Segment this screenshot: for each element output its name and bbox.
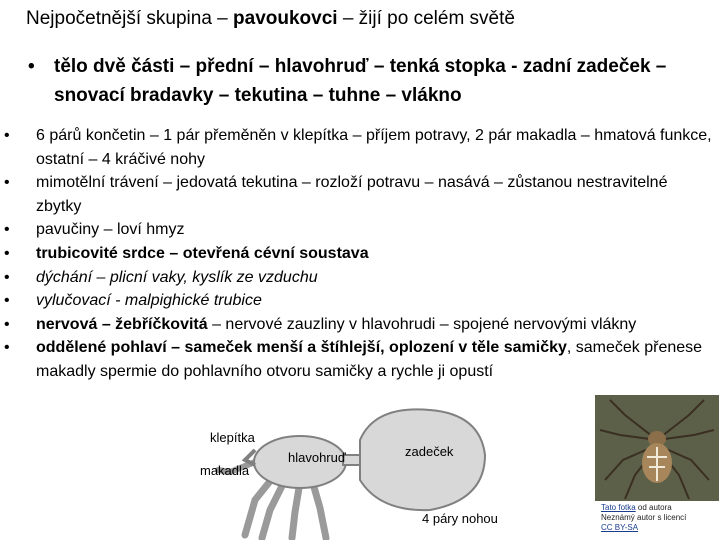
- list-item-bold: nervová – žebříčkovitá: [36, 315, 208, 333]
- photo-credit-license-text: Neznámý autor s licencí: [601, 513, 687, 522]
- list-item-text: trubicovité srdce – otevřená cévní soustava: [36, 244, 369, 262]
- list-item-text: pavučiny – loví hmyz: [36, 221, 185, 239]
- body-parts-bullet: [28, 52, 712, 110]
- list-item: [4, 218, 716, 242]
- list-item: [4, 171, 716, 218]
- spider-photo-image: [595, 395, 719, 501]
- leg: [312, 480, 326, 538]
- bullet-marker: •: [4, 268, 10, 286]
- bullet-marker: •: [4, 315, 10, 333]
- spider-photo: [595, 395, 719, 501]
- list-item-text: dýchání – plicní vaky, kyslík ze vzduchu: [36, 268, 318, 286]
- bullet-marker: •: [4, 292, 10, 310]
- bullet-marker: •: [4, 174, 10, 192]
- label-nohy: 4 páry nohou: [422, 511, 498, 526]
- title-prefix: Nejpočetnější skupina –: [26, 8, 234, 29]
- bullet-marker: •: [4, 221, 10, 239]
- label-makadla: makadla: [200, 463, 250, 478]
- leg: [292, 482, 300, 538]
- photo-credit-author: od autora: [635, 503, 672, 512]
- label-klepitka: klepítka: [210, 430, 255, 445]
- list-item: [4, 242, 716, 266]
- list-item: [4, 266, 716, 290]
- bullet-marker: •: [28, 56, 35, 77]
- title-suffix: – žijí po celém světě: [337, 8, 515, 29]
- list-item-text: – nervové zauzliny v hlavohrudi – spojené nervovými vlákny: [207, 315, 637, 333]
- list-item-text: vylučovací - malpighické trubice: [36, 292, 262, 310]
- label-zadecek: zadeček: [405, 444, 454, 459]
- bullet-marker: •: [4, 339, 10, 357]
- body-parts-text: tělo dvě části – přední – hlavohruď – tenká stopka - zadní zadeček – snovací bradavky – tekutina – tuhne – vlákno: [54, 56, 667, 106]
- list-item: [4, 289, 716, 313]
- photo-credit-link[interactable]: Tato fotka: [601, 503, 636, 512]
- label-hlavohrud: hlavohruď: [288, 450, 346, 465]
- list-item-text: 6 párů končetin – 1 pár přeměněn v klepítka – příjem potravy, 2 pár makadla – hmatová funkce, ostatní – 4 kráčivé nohy: [36, 127, 712, 168]
- slide-title: [26, 8, 515, 30]
- list-item: [4, 124, 716, 171]
- bullet-marker: •: [4, 127, 10, 144]
- spider-anatomy-diagram: [200, 400, 590, 540]
- abdomen-shape: [360, 409, 485, 510]
- list-item-text: , sameček přenese makadly spermie do pohlavního otvoru samičky a rychle ji opustí: [36, 339, 703, 380]
- list-item-text: mimotělní trávení – jedovatá tekutina – rozloží potravu – nasává – zůstanou nestravitelné zbytky: [36, 174, 668, 215]
- list-item: [4, 313, 716, 337]
- photo-credit: [601, 503, 719, 533]
- feature-list: [4, 124, 716, 384]
- license-link[interactable]: CC BY-SA: [601, 523, 639, 532]
- bullet-marker: •: [4, 244, 10, 262]
- title-keyword: pavoukovci: [233, 8, 338, 29]
- list-item: [4, 336, 716, 383]
- list-item-bold: oddělené pohlaví – sameček menší a štíhlejší, oplození v těle samičky: [36, 339, 567, 357]
